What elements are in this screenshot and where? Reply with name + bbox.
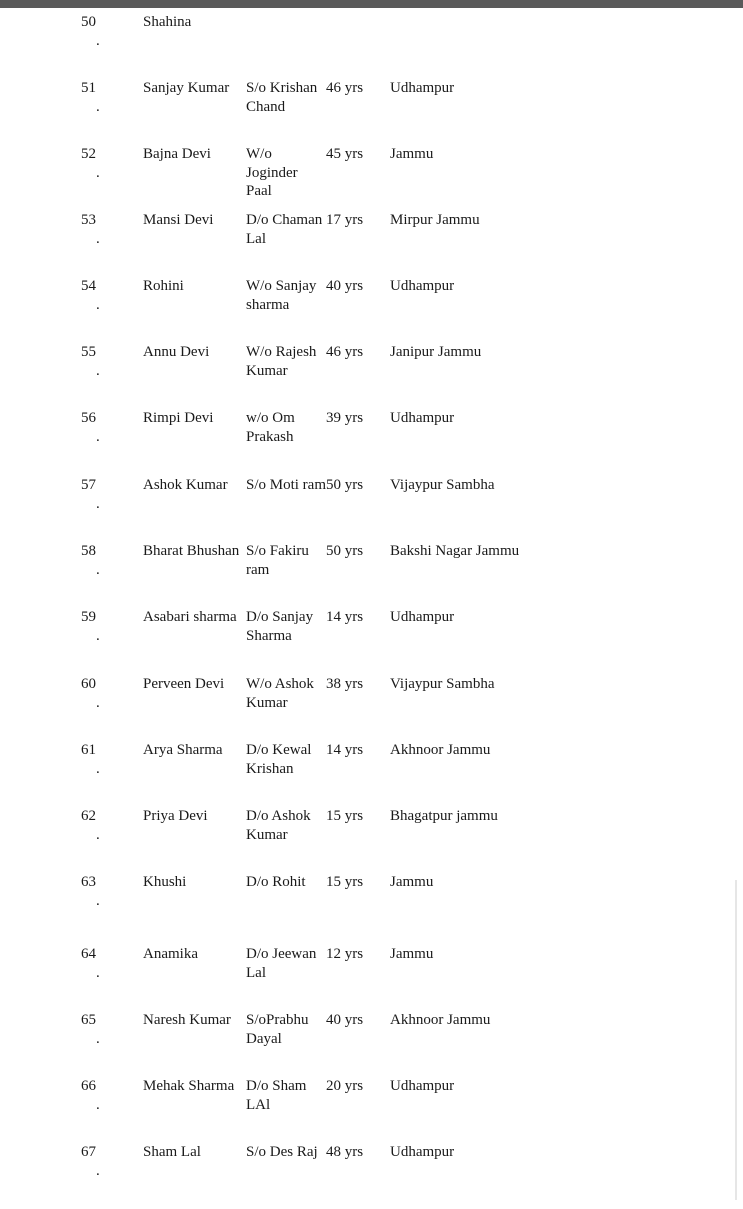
- place: Mirpur Jammu: [390, 212, 480, 228]
- relation: D/o Rohit: [246, 874, 306, 890]
- place: Jammu: [390, 146, 434, 162]
- relation: W/o Joginder Paal: [246, 146, 298, 199]
- serial-dot: .: [96, 760, 100, 777]
- serial-number: 65: [81, 1012, 96, 1028]
- person-name: Naresh Kumar: [143, 1012, 231, 1028]
- relation: S/oPrabhu Dayal: [246, 1012, 309, 1047]
- table-row: [0, 741, 743, 807]
- serial-dot: .: [96, 1030, 100, 1047]
- age: 15 yrs: [326, 808, 364, 824]
- place: Vijaypur Sambha: [390, 477, 495, 493]
- age: 14 yrs: [326, 742, 364, 758]
- place: Udhampur: [390, 278, 455, 294]
- person-name: Bajna Devi: [143, 146, 211, 162]
- place: Udhampur: [390, 1078, 455, 1094]
- serial-dot: .: [96, 495, 100, 512]
- serial-dot: .: [96, 98, 100, 115]
- relation: S/o Krishan Chand: [246, 80, 318, 115]
- person-name: Khushi: [143, 874, 187, 890]
- serial-dot: .: [96, 826, 100, 843]
- person-name: Annu Devi: [143, 344, 210, 360]
- person-name: Arya Sharma: [143, 742, 223, 758]
- table-row: [0, 79, 743, 145]
- person-name: Ashok Kumar: [143, 477, 228, 493]
- relation: D/o Sanjay Sharma: [246, 609, 314, 644]
- relation: D/o Chaman Lal: [246, 212, 323, 247]
- place: Bakshi Nagar Jammu: [390, 543, 520, 559]
- place: Jammu: [390, 874, 434, 890]
- serial-dot: .: [96, 32, 100, 49]
- serial-number: 52: [81, 146, 96, 162]
- relation: W/o Ashok Kumar: [246, 676, 314, 711]
- place: Vijaypur Sambha: [390, 676, 495, 692]
- age: 50 yrs: [326, 477, 364, 493]
- person-name: Shahina: [143, 14, 192, 30]
- table-row: [0, 608, 743, 674]
- serial-number: 51: [81, 80, 96, 96]
- place: Akhnoor Jammu: [390, 742, 491, 758]
- person-name: Mehak Sharma: [143, 1078, 235, 1094]
- relation: D/o Ashok Kumar: [246, 808, 311, 843]
- person-name: Mansi Devi: [143, 212, 214, 228]
- relation: S/o Fakiru ram: [246, 543, 309, 578]
- relation: W/o Sanjay sharma: [246, 278, 317, 313]
- place: Udhampur: [390, 410, 455, 426]
- serial-dot: .: [96, 892, 100, 909]
- person-name: Sham Lal: [143, 1144, 201, 1160]
- serial-dot: .: [96, 428, 100, 445]
- table-row: [0, 542, 743, 608]
- serial-number: 66: [81, 1078, 96, 1094]
- person-name: Anamika: [143, 946, 198, 962]
- age: 15 yrs: [326, 874, 364, 890]
- table-row: [0, 675, 743, 741]
- age: 12 yrs: [326, 946, 364, 962]
- place: Bhagatpur jammu: [390, 808, 498, 824]
- person-name: Rohini: [143, 278, 184, 294]
- serial-number: 54: [81, 278, 96, 294]
- table-row: [0, 145, 743, 211]
- serial-dot: .: [96, 296, 100, 313]
- top-edge-bar: [0, 0, 743, 8]
- age: 40 yrs: [326, 1012, 364, 1028]
- place: Akhnoor Jammu: [390, 1012, 491, 1028]
- serial-dot: .: [96, 362, 100, 379]
- serial-dot: .: [96, 1096, 100, 1113]
- table-row: [0, 945, 743, 1011]
- relation: D/o Jeewan Lal: [246, 946, 317, 981]
- serial-number: 57: [81, 477, 96, 493]
- table-row: [0, 476, 743, 542]
- relation: W/o Rajesh Kumar: [246, 344, 317, 379]
- table-row: [0, 409, 743, 475]
- age: 39 yrs: [326, 410, 364, 426]
- table-row: [0, 211, 743, 277]
- table-row: [0, 1143, 743, 1209]
- serial-number: 50: [81, 14, 96, 30]
- place: Udhampur: [390, 80, 455, 96]
- age: 17 yrs: [326, 212, 364, 228]
- person-name: Priya Devi: [143, 808, 208, 824]
- person-name: Sanjay Kumar: [143, 80, 230, 96]
- table-row: [0, 1011, 743, 1077]
- relation: D/o Sham LAl: [246, 1078, 307, 1113]
- serial-dot: .: [96, 964, 100, 981]
- relation: S/o Moti ram: [246, 477, 327, 493]
- relation: D/o Kewal Krishan: [246, 742, 312, 777]
- serial-dot: .: [96, 230, 100, 247]
- table-row: [0, 807, 743, 873]
- age: 50 yrs: [326, 543, 364, 559]
- age: 38 yrs: [326, 676, 364, 692]
- table-row: [0, 13, 743, 79]
- serial-dot: .: [96, 164, 100, 181]
- serial-number: 60: [81, 676, 96, 692]
- relation: w/o Om Prakash: [246, 410, 295, 445]
- serial-number: 62: [81, 808, 96, 824]
- table-row: [0, 1077, 743, 1143]
- age: 40 yrs: [326, 278, 364, 294]
- serial-number: 63: [81, 874, 96, 890]
- age: 46 yrs: [326, 80, 364, 96]
- person-name: Bharat Bhushan: [143, 543, 240, 559]
- age: 46 yrs: [326, 344, 364, 360]
- age: 48 yrs: [326, 1144, 364, 1160]
- place: Janipur Jammu: [390, 344, 482, 360]
- person-name: Perveen Devi: [143, 676, 225, 692]
- table-row: [0, 873, 743, 939]
- serial-number: 55: [81, 344, 96, 360]
- place: Jammu: [390, 946, 434, 962]
- age: 20 yrs: [326, 1078, 364, 1094]
- serial-dot: .: [96, 1162, 100, 1179]
- serial-number: 64: [81, 946, 96, 962]
- serial-number: 56: [81, 410, 96, 426]
- person-name: Asabari sharma: [143, 609, 237, 625]
- age: 45 yrs: [326, 146, 364, 162]
- serial-number: 58: [81, 543, 96, 559]
- relation: S/o Des Raj: [246, 1144, 318, 1160]
- serial-number: 59: [81, 609, 96, 625]
- serial-dot: .: [96, 561, 100, 578]
- serial-dot: .: [96, 694, 100, 711]
- serial-number: 61: [81, 742, 96, 758]
- serial-number: 67: [81, 1144, 96, 1160]
- place: Udhampur: [390, 609, 455, 625]
- serial-number: 53: [81, 212, 96, 228]
- serial-dot: .: [96, 627, 100, 644]
- table-row: [0, 277, 743, 343]
- table-row: [0, 343, 743, 409]
- place: Udhampur: [390, 1144, 455, 1160]
- person-name: Rimpi Devi: [143, 410, 214, 426]
- age: 14 yrs: [326, 609, 364, 625]
